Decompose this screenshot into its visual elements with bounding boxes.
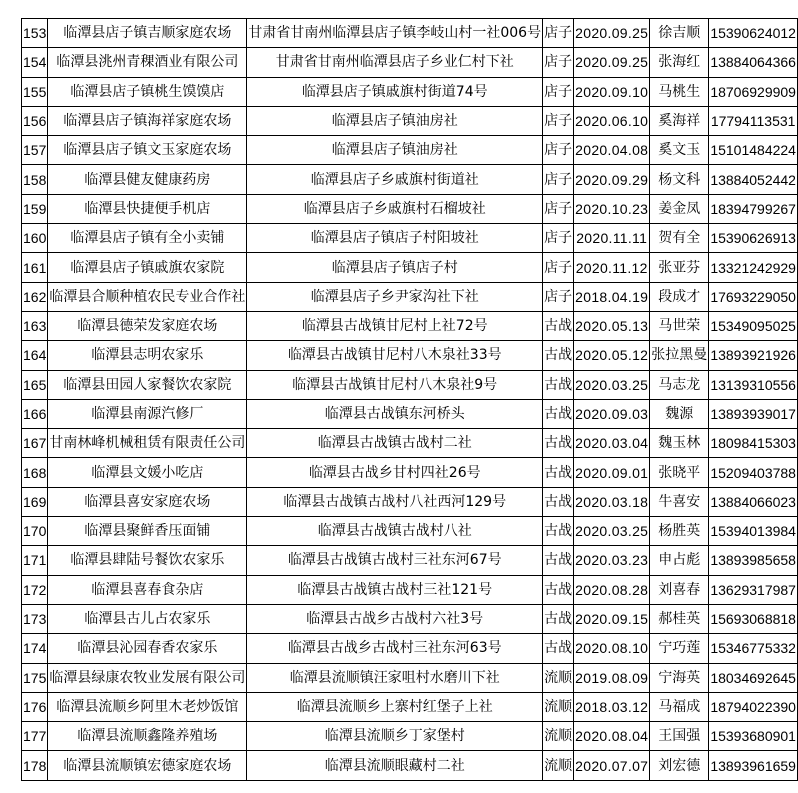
table-row: [22, 341, 798, 370]
contact-person-cell: 张海红: [650, 48, 709, 77]
table-row: [22, 77, 798, 106]
contact-person-cell: 张晓平: [650, 458, 709, 487]
phone-cell: 18706929909: [709, 77, 798, 106]
row-number-cell: 164: [22, 341, 48, 370]
town-cell: 店子: [543, 224, 574, 253]
contact-person-cell: 奚海祥: [650, 106, 709, 135]
table-row: [22, 604, 798, 633]
town-cell: 店子: [543, 136, 574, 165]
table-row: [22, 370, 798, 399]
address-cell: 临潭县流顺乡上寨村红堡子上社: [247, 692, 543, 721]
town-cell: 店子: [543, 77, 574, 106]
business-name-cell: 临潭县绿康农牧业发展有限公司: [48, 663, 247, 692]
address-cell: 临潭县古战镇古战村八社: [247, 517, 543, 546]
business-name-cell: 临潭县健友健康药房: [48, 165, 247, 194]
row-number-cell: 155: [22, 77, 48, 106]
table-row: [22, 692, 798, 721]
town-cell: 流顺: [543, 722, 574, 751]
contact-person-cell: 马福成: [650, 692, 709, 721]
address-cell: 临潭县店子镇店子村阳坡社: [247, 224, 543, 253]
row-number-cell: 158: [22, 165, 48, 194]
business-name-cell: 临潭县喜安家庭农场: [48, 487, 247, 516]
town-cell: 店子: [543, 165, 574, 194]
town-cell: 店子: [543, 253, 574, 282]
contact-person-cell: 贺有全: [650, 224, 709, 253]
address-cell: 临潭县店子乡尹家沟社下社: [247, 282, 543, 311]
contact-person-cell: 牛喜安: [650, 487, 709, 516]
contact-person-cell: 宁巧莲: [650, 634, 709, 663]
row-number-cell: 167: [22, 429, 48, 458]
business-name-cell: 临潭县文媛小吃店: [48, 458, 247, 487]
business-name-cell: 临潭县店子镇吉顺家庭农场: [48, 19, 247, 48]
contact-person-cell: 马世荣: [650, 311, 709, 340]
table-row: [22, 224, 798, 253]
town-cell: 古战: [543, 458, 574, 487]
phone-cell: 17794113531: [709, 106, 798, 135]
contact-person-cell: 王国强: [650, 722, 709, 751]
address-cell: 临潭县古战镇古战村二社: [247, 429, 543, 458]
date-cell: 2018.04.19: [574, 282, 650, 311]
address-cell: 临潭县古战镇甘尼村八木泉社9号: [247, 370, 543, 399]
business-name-cell: 临潭县肆陆号餐饮农家乐: [48, 546, 247, 575]
phone-cell: 13893921926: [709, 341, 798, 370]
phone-cell: 15390624012: [709, 19, 798, 48]
phone-cell: 15349095025: [709, 311, 798, 340]
phone-cell: 15394013984: [709, 517, 798, 546]
address-cell: 临潭县店子镇戚旗村街道74号: [247, 77, 543, 106]
date-cell: 2020.09.29: [574, 165, 650, 194]
row-number-cell: 172: [22, 575, 48, 604]
date-cell: 2020.08.28: [574, 575, 650, 604]
contact-person-cell: 奚文玉: [650, 136, 709, 165]
contact-person-cell: 魏源: [650, 399, 709, 428]
table-row: [22, 165, 798, 194]
row-number-cell: 157: [22, 136, 48, 165]
table-row: [22, 517, 798, 546]
row-number-cell: 177: [22, 722, 48, 751]
contact-person-cell: 魏玉林: [650, 429, 709, 458]
town-cell: 店子: [543, 19, 574, 48]
address-cell: 临潭县古战镇古战村三社121号: [247, 575, 543, 604]
table-row: [22, 106, 798, 135]
phone-cell: 15346775332: [709, 634, 798, 663]
date-cell: 2020.03.25: [574, 517, 650, 546]
business-name-cell: 临潭县古儿占农家乐: [48, 604, 247, 633]
town-cell: 古战: [543, 370, 574, 399]
row-number-cell: 175: [22, 663, 48, 692]
table-row: [22, 722, 798, 751]
row-number-cell: 173: [22, 604, 48, 633]
business-name-cell: 临潭县志明农家乐: [48, 341, 247, 370]
registry-table: [21, 18, 798, 781]
table-body: [22, 19, 798, 781]
town-cell: 古战: [543, 575, 574, 604]
table-row: [22, 253, 798, 282]
date-cell: 2020.07.07: [574, 751, 650, 780]
table-row: [22, 751, 798, 780]
row-number-cell: 165: [22, 370, 48, 399]
date-cell: 2020.09.25: [574, 19, 650, 48]
table-row: [22, 282, 798, 311]
date-cell: 2020.09.15: [574, 604, 650, 633]
date-cell: 2018.03.12: [574, 692, 650, 721]
business-name-cell: 临潭县合顺种植农民专业合作社: [48, 282, 247, 311]
row-number-cell: 171: [22, 546, 48, 575]
contact-person-cell: 马桃生: [650, 77, 709, 106]
contact-person-cell: 郝桂英: [650, 604, 709, 633]
table-row: [22, 429, 798, 458]
business-name-cell: 临潭县店子镇文玉家庭农场: [48, 136, 247, 165]
table-row: [22, 575, 798, 604]
table-row: [22, 546, 798, 575]
row-number-cell: 154: [22, 48, 48, 77]
phone-cell: 13893985658: [709, 546, 798, 575]
contact-person-cell: 徐吉顺: [650, 19, 709, 48]
contact-person-cell: 申占彪: [650, 546, 709, 575]
date-cell: 2020.11.12: [574, 253, 650, 282]
contact-person-cell: 杨胜英: [650, 517, 709, 546]
town-cell: 古战: [543, 399, 574, 428]
phone-cell: 17693229050: [709, 282, 798, 311]
business-name-cell: 临潭县洮州青稞酒业有限公司: [48, 48, 247, 77]
date-cell: 2020.09.10: [574, 77, 650, 106]
phone-cell: 18034692645: [709, 663, 798, 692]
town-cell: 流顺: [543, 692, 574, 721]
contact-person-cell: 段成才: [650, 282, 709, 311]
phone-cell: 15393680901: [709, 722, 798, 751]
date-cell: 2020.11.11: [574, 224, 650, 253]
address-cell: 临潭县流顺乡丁家堡村: [247, 722, 543, 751]
business-name-cell: 临潭县流顺乡阿里木老炒饭馆: [48, 692, 247, 721]
table-row: [22, 19, 798, 48]
town-cell: 古战: [543, 341, 574, 370]
business-name-cell: 临潭县喜春食杂店: [48, 575, 247, 604]
address-cell: 临潭县古战乡古战村三社东河63号: [247, 634, 543, 663]
table-row: [22, 399, 798, 428]
address-cell: 甘肃省甘南州临潭县店子乡业仁村下社: [247, 48, 543, 77]
business-name-cell: 临潭县快捷便手机店: [48, 194, 247, 223]
contact-person-cell: 马志龙: [650, 370, 709, 399]
phone-cell: 13321242929: [709, 253, 798, 282]
address-cell: 临潭县古战镇古战村八社西河129号: [247, 487, 543, 516]
date-cell: 2020.10.23: [574, 194, 650, 223]
town-cell: 古战: [543, 487, 574, 516]
row-number-cell: 178: [22, 751, 48, 780]
phone-cell: 13893961659: [709, 751, 798, 780]
phone-cell: 18794022390: [709, 692, 798, 721]
business-name-cell: 临潭县德荣发家庭农场: [48, 311, 247, 340]
town-cell: 店子: [543, 194, 574, 223]
phone-cell: 15101484224: [709, 136, 798, 165]
contact-person-cell: 杨文科: [650, 165, 709, 194]
address-cell: 临潭县店子镇油房社: [247, 106, 543, 135]
row-number-cell: 153: [22, 19, 48, 48]
business-name-cell: 临潭县田园人家餐饮农家院: [48, 370, 247, 399]
date-cell: 2020.06.10: [574, 106, 650, 135]
address-cell: 临潭县古战乡甘村四社26号: [247, 458, 543, 487]
table-row: [22, 136, 798, 165]
date-cell: 2020.09.01: [574, 458, 650, 487]
phone-cell: 13884052442: [709, 165, 798, 194]
address-cell: 临潭县古战镇古战村三社东河67号: [247, 546, 543, 575]
address-cell: 临潭县流顺眼藏村二社: [247, 751, 543, 780]
date-cell: 2020.03.18: [574, 487, 650, 516]
table-row: [22, 311, 798, 340]
town-cell: 古战: [543, 546, 574, 575]
address-cell: 临潭县流顺镇汪家咀村水磨川下社: [247, 663, 543, 692]
date-cell: 2020.05.13: [574, 311, 650, 340]
contact-person-cell: 张亚芬: [650, 253, 709, 282]
row-number-cell: 156: [22, 106, 48, 135]
contact-person-cell: 张拉黑曼: [650, 341, 709, 370]
row-number-cell: 163: [22, 311, 48, 340]
date-cell: 2020.03.25: [574, 370, 650, 399]
row-number-cell: 170: [22, 517, 48, 546]
phone-cell: 15693068818: [709, 604, 798, 633]
phone-cell: 15209403788: [709, 458, 798, 487]
town-cell: 流顺: [543, 663, 574, 692]
row-number-cell: 161: [22, 253, 48, 282]
business-name-cell: 临潭县店子镇有全小卖铺: [48, 224, 247, 253]
date-cell: 2020.03.23: [574, 546, 650, 575]
address-cell: 临潭县古战镇东河桥头: [247, 399, 543, 428]
town-cell: 古战: [543, 634, 574, 663]
row-number-cell: 169: [22, 487, 48, 516]
business-name-cell: 临潭县南源汽修厂: [48, 399, 247, 428]
table-row: [22, 458, 798, 487]
contact-person-cell: 姜金凤: [650, 194, 709, 223]
row-number-cell: 168: [22, 458, 48, 487]
town-cell: 店子: [543, 282, 574, 311]
phone-cell: 13893939017: [709, 399, 798, 428]
date-cell: 2019.08.09: [574, 663, 650, 692]
row-number-cell: 162: [22, 282, 48, 311]
business-name-cell: 临潭县流顺镇宏德家庭农场: [48, 751, 247, 780]
business-name-cell: 甘南林峰机械租赁有限责任公司: [48, 429, 247, 458]
row-number-cell: 176: [22, 692, 48, 721]
table-row: [22, 634, 798, 663]
phone-cell: 18394799267: [709, 194, 798, 223]
row-number-cell: 160: [22, 224, 48, 253]
business-name-cell: 临潭县店子镇海祥家庭农场: [48, 106, 247, 135]
address-cell: 临潭县古战乡古战村六社3号: [247, 604, 543, 633]
date-cell: 2020.03.04: [574, 429, 650, 458]
address-cell: 临潭县店子乡戚旗村街道社: [247, 165, 543, 194]
phone-cell: 18098415303: [709, 429, 798, 458]
phone-cell: 13884064366: [709, 48, 798, 77]
town-cell: 古战: [543, 429, 574, 458]
date-cell: 2020.04.08: [574, 136, 650, 165]
address-cell: 临潭县古战镇甘尼村上社72号: [247, 311, 543, 340]
business-name-cell: 临潭县聚鲜香压面铺: [48, 517, 247, 546]
town-cell: 店子: [543, 48, 574, 77]
contact-person-cell: 刘喜春: [650, 575, 709, 604]
date-cell: 2020.08.04: [574, 722, 650, 751]
row-number-cell: 174: [22, 634, 48, 663]
phone-cell: 13884066023: [709, 487, 798, 516]
contact-person-cell: 刘宏德: [650, 751, 709, 780]
business-name-cell: 临潭县店子镇戚旗农家院: [48, 253, 247, 282]
town-cell: 古战: [543, 311, 574, 340]
table-row: [22, 194, 798, 223]
contact-person-cell: 宁海英: [650, 663, 709, 692]
table-row: [22, 487, 798, 516]
phone-cell: 13629317987: [709, 575, 798, 604]
town-cell: 流顺: [543, 751, 574, 780]
address-cell: 临潭县古战镇甘尼村八木泉社33号: [247, 341, 543, 370]
table-row: [22, 48, 798, 77]
address-cell: 临潭县店子乡戚旗村石榴坡社: [247, 194, 543, 223]
date-cell: 2020.09.25: [574, 48, 650, 77]
date-cell: 2020.09.03: [574, 399, 650, 428]
table-row: [22, 663, 798, 692]
address-cell: 临潭县店子镇油房社: [247, 136, 543, 165]
row-number-cell: 166: [22, 399, 48, 428]
town-cell: 古战: [543, 604, 574, 633]
business-name-cell: 临潭县店子镇桃生馍馍店: [48, 77, 247, 106]
town-cell: 古战: [543, 517, 574, 546]
business-name-cell: 临潭县流顺鑫隆养殖场: [48, 722, 247, 751]
phone-cell: 15390626913: [709, 224, 798, 253]
date-cell: 2020.08.10: [574, 634, 650, 663]
address-cell: 临潭县店子镇店子村: [247, 253, 543, 282]
business-name-cell: 临潭县沁园春香农家乐: [48, 634, 247, 663]
phone-cell: 13139310556: [709, 370, 798, 399]
row-number-cell: 159: [22, 194, 48, 223]
address-cell: 甘肃省甘南州临潭县店子镇李岐山村一社006号: [247, 19, 543, 48]
town-cell: 店子: [543, 106, 574, 135]
date-cell: 2020.05.12: [574, 341, 650, 370]
